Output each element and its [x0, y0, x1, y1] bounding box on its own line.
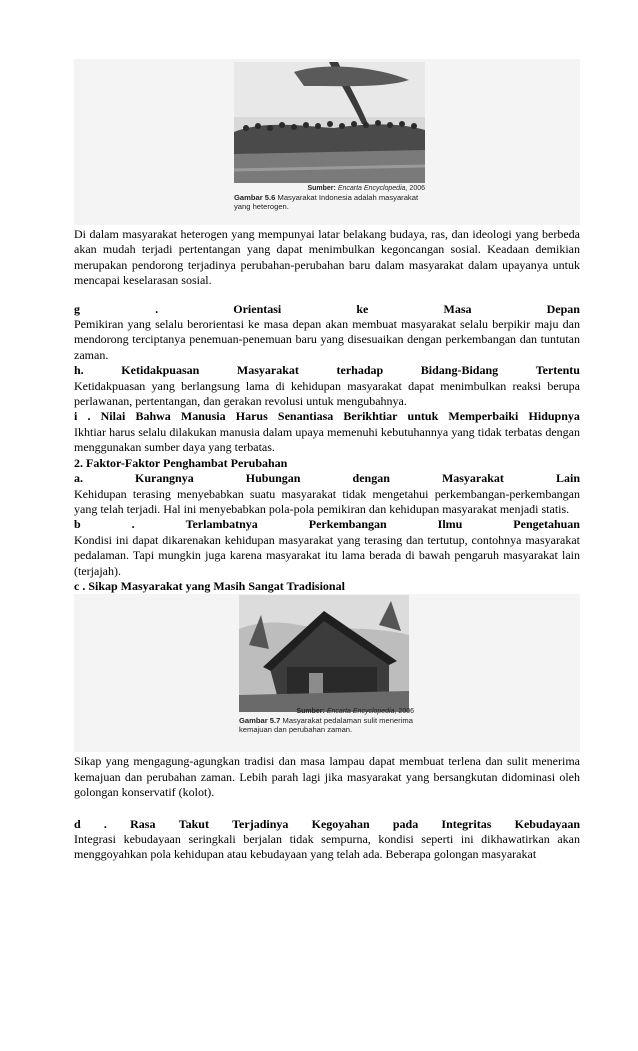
paragraph-c: Sikap yang mengagung-agungkan tradisi dan masa lampau dapat membuat terlena dan sulit menerima kemajuan dan perubahan zaman. Lebih parah lagi jika masyarakat yang bersangkutan didominasi oleh golongan konservatif (kolot). [74, 754, 580, 800]
heading-c: c . Sikap Masyarakat yang Masih Sangat Tradisional [74, 578, 345, 593]
source-name: Encarta Encyclopedia [337, 185, 406, 192]
figure-5-6-caption [234, 184, 425, 211]
heading-d: d . Rasa Takut Terjadinya Kegoyahan pada Integritas Kebudayaan [74, 816, 580, 831]
crowd-photo [234, 62, 425, 183]
figure-5-7-caption [239, 707, 414, 734]
paragraph-h: Ketidakpuasan yang berlangsung lama di kehidupan masyarakat dapat menimbulkan reaksi berupa perlawanan, pertentangan, dan gerakan revolusi untuk mengubahnya. [74, 378, 580, 409]
figure-caption-text: Masyarakat Indonesia adalah masyarakat yang heterogen. [234, 193, 419, 211]
heading-a: a. Kurangnya Hubungan dengan Masyarakat Lain [74, 471, 580, 486]
heading-i: i . Nilai Bahwa Manusia Harus Senantiasa Berikhtiar untuk Memperbaiki Hidupnya [74, 409, 580, 424]
source-label: Sumber: [296, 708, 325, 716]
paragraph-intro: Di dalam masyarakat heterogen yang mempunyai latar belakang budaya, ras, dan ideologi yang berbeda akan mudah terjadi pertentangan yang dapat menimbulkan kegoncangan sosial. Keadaan demikian merupakan pendorong terjadinya perubahan-perubahan baru dalam masyarakat dalam upayanya untuk mencapai keselarasan sosial. [74, 227, 580, 288]
heading-b: b . Terlambatnya Perkembangan Ilmu Pengetahuan [74, 517, 580, 532]
figure-5-7 [74, 594, 580, 752]
document-page [74, 0, 580, 863]
paragraph-g: Pemikiran yang selalu berorientasi ke masa depan akan membuat masyarakat selalu berpikir maju dan mendorong terciptanya penemuan-penemuan baru yang disesuaikan dengan perkembangan dan tuntutan zaman. [74, 317, 580, 362]
section-2-title: 2. Faktor-Faktor Penghambat Perubahan [74, 455, 288, 470]
figure-caption-text: Masyarakat pedalaman sulit menerima kemajuan dan perubahan zaman. [239, 716, 413, 735]
figure-5-6-source [234, 184, 425, 193]
paragraph-a: Kehidupan terasing menyebabkan suatu masyarakat tidak mengetahui perkembangan-perkembangan yang telah terjadi. Hal ini menyebabkan pola-pola pemikiran dan kehidupan masyarakat menjadi statis. [74, 486, 580, 516]
source-name: Encarta Encyclopedia [326, 708, 395, 716]
heading-h: h. Ketidakpuasan Masyarakat terhadap Bidang-Bidang Tertentu [74, 363, 580, 378]
figure-5-7-source [239, 707, 414, 716]
paragraph-d: Integrasi kebudayaan seringkali berjalan tidak sempurna, kondisi seperti ini dikhawatirkan akan menggoyahkan pola kehidupan atau kebudayaan yang telah ada. Beberapa golongan masyarakat [74, 831, 580, 862]
paragraph-i: Ikhtiar harus selalu dilakukan manusia dalam upaya memenuhi kebutuhannya yang tidak terbatas dengan menggunakan sumber daya yang terbatas. [74, 424, 580, 455]
source-year: , 2006 [394, 708, 414, 716]
heading-g: g . Orientasi ke Masa Depan [74, 301, 580, 316]
figure-label: Gambar 5.6 [234, 193, 276, 202]
figure-5-6 [74, 59, 580, 225]
paragraph-b: Kondisi ini dapat dikarenakan kehidupan masyarakat yang terasing dan tertutup, contohnya masyarakat pedalaman. Tapi mungkin juga karena masyarakat itu lama berada di bawah pengaruh masyarakat lain (terjajah). [74, 532, 580, 578]
source-label: Sumber: [307, 185, 336, 192]
source-year: , 2006 [405, 185, 425, 192]
hut-photo [239, 595, 409, 712]
figure-label: Gambar 5.7 [239, 716, 281, 726]
